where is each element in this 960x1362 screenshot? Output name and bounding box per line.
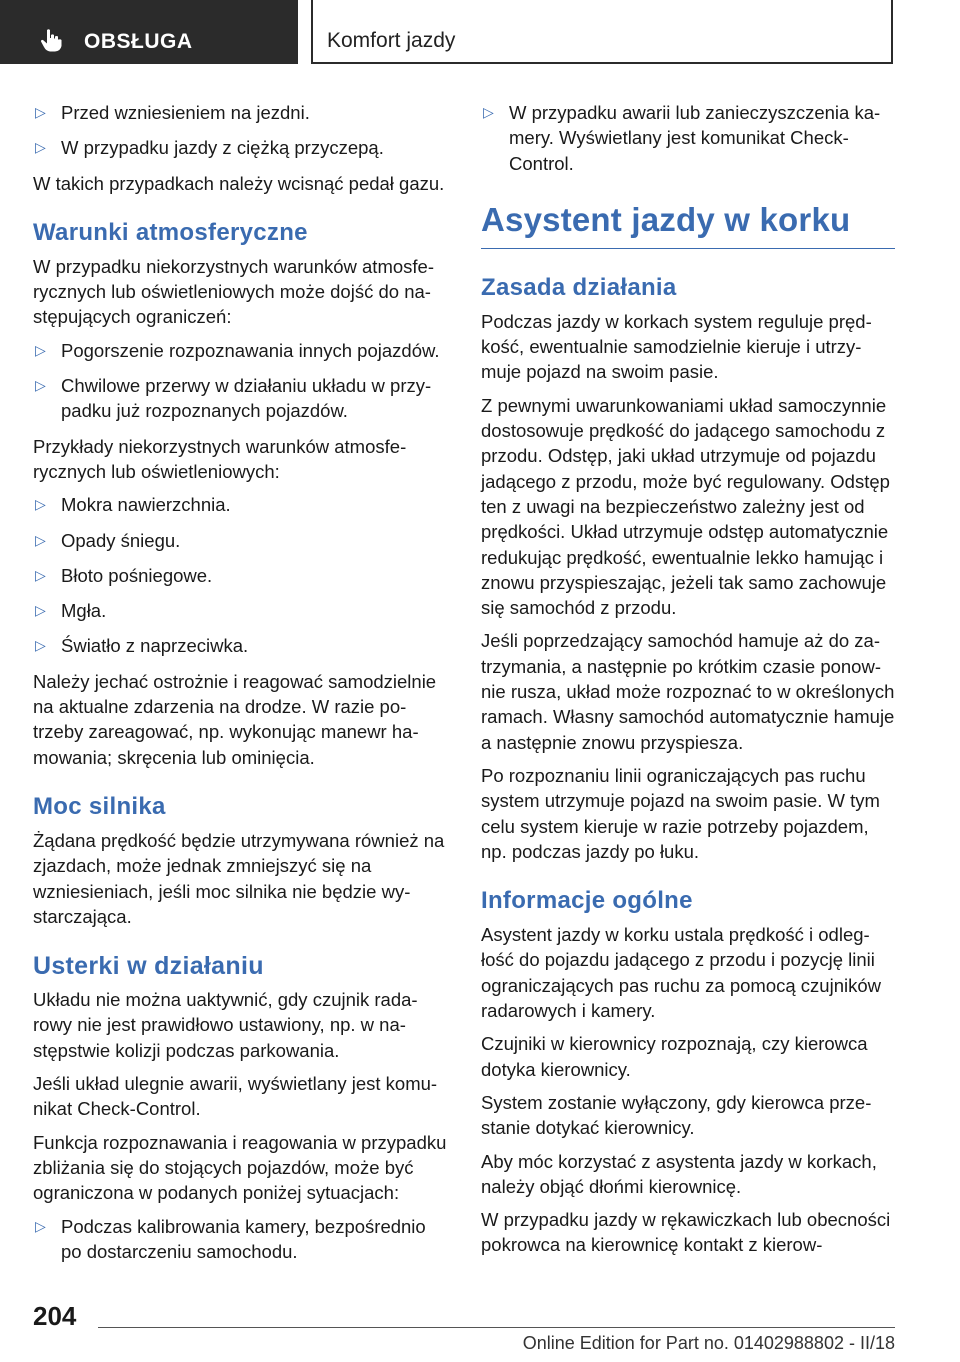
paragraph: Przykłady niekorzystnych warunków atmosferycznych lub oświetleniowych:: [33, 435, 407, 482]
chapter-header: [311, 0, 893, 64]
chapter-title: Komfort jazdy: [327, 29, 456, 52]
bullet-triangle-icon: ▷: [35, 1217, 46, 1234]
footer-divider: [98, 1327, 895, 1328]
hand-pointer-icon: [38, 27, 64, 53]
bullet-triangle-icon: ▷: [35, 139, 46, 156]
list-item: ▷ W przypadku awarii lub zanieczyszczenia kamery. Wyświetlany jest komunikat Check-Control.: [483, 102, 881, 174]
list-item: ▷ W przypadku jazdy z ciężką przyczepą.: [33, 135, 447, 160]
bullet-triangle-icon: ▷: [35, 566, 46, 583]
list-item: ▷ Światło z naprzeciwka.: [33, 633, 447, 658]
list-item: ▷ Podczas kalibrowania kamery, bezpośrednio po dostarczeniu samochodu.: [35, 1215, 426, 1262]
paragraph: Z pewnymi uwarunkowaniami układ samoczynnie dostosowuje prędkość do jadącego samochodu z przodu. Odstęp, jaki układ utrzymuje od pojazdu jadącego z przodu, może być regulowany. Odstęp ten z uwagi na bezpieczeństwo zależny jest od prędkości. Układ utrzymuje odstęp automatycznie redukując prędkość, ewentualnie lekko hamując i znowu przyspieszając, jeżeli tak samo zachowuje się samochód z przodu.: [481, 394, 890, 619]
chapter-heading: Asystent jazdy w korku: [481, 200, 895, 249]
bullet-triangle-icon: ▷: [483, 104, 494, 120]
edition-note: Online Edition for Part no. 01402988802 - II/18: [522, 1333, 895, 1353]
list-item: ▷ Błoto pośniegowe.: [33, 563, 447, 588]
paragraph: Asystent jazdy w korku ustala prędkość i odległość do pojazdu jadącego z przodu i pozycję linii ograniczających pas ruchu za pomocą czujników radarowych i kamery.: [481, 924, 882, 1022]
bullet-triangle-icon: ▷: [35, 496, 46, 513]
paragraph: System zostanie wyłączony, gdy kierowca przestanie dotykać kierownicy.: [481, 1091, 872, 1139]
paragraph: W przypadku jazdy w rękawiczkach lub obecności pokrowca na kierownicę kontakt z kierow-: [481, 1209, 891, 1256]
paragraph: Czujniki w kierownicy rozpoznają, czy kierowca dotyka kierownicy.: [481, 1033, 868, 1080]
paragraph: Po rozpoznaniu linii ograniczających pas ruchu system utrzymuje pojazd na swoim pasie. W tym celu system kieruje w razie potrzeby pojazdem, np. podczas jazdy po łuku.: [481, 764, 880, 862]
bullet-triangle-icon: ▷: [35, 104, 46, 120]
section-tab-label: OBSŁUGA: [84, 30, 193, 53]
paragraph: Jeśli poprzedzający samochód hamuje aż do zatrzymania, a następnie po krótkim czasie ponownie rusza, układ może rozpoznać to w określonych ramach. Własny samochód automatycznie hamuje a następnie znowu przyspiesza.: [481, 630, 895, 753]
page-number: 204: [33, 1301, 77, 1331]
section-heading-weather: Warunki atmosferyczne: [33, 218, 308, 246]
paragraph: Jeśli układ ulegnie awarii, wyświetlany jest komunikat Check-Control.: [33, 1073, 438, 1120]
bullet-triangle-icon: ▷: [35, 602, 46, 619]
list-item: ▷ Opady śniegu.: [33, 528, 447, 553]
list-item: ▷ Chwilowe przerwy w działaniu układu w przypadku już rozpoznanych pojazdów.: [35, 375, 432, 422]
paragraph: Aby móc korzystać z asystenta jazdy w korkach, należy objąć dłońmi kierownicę.: [481, 1150, 877, 1197]
bullet-triangle-icon: ▷: [35, 341, 46, 358]
bullet-triangle-icon: ▷: [35, 377, 46, 394]
paragraph: W przypadku niekorzystnych warunków atmosferycznych lub oświetleniowych może dojść do następujących ograniczeń:: [33, 255, 434, 328]
bullet-triangle-icon: ▷: [35, 637, 46, 654]
bullet-triangle-icon: ▷: [35, 531, 46, 548]
list-item: ▷ Mgła.: [33, 598, 447, 623]
list-item: ▷ Przed wzniesieniem na jezdni.: [33, 100, 447, 125]
paragraph: Podczas jazdy w korkach system reguluje prędkość, ewentualnie samodzielnie kieruje i utrzymuje pojazd na swoim pasie.: [481, 310, 872, 383]
right-column: [481, 100, 895, 1266]
list-item: ▷ Mokra nawierzchnia.: [33, 492, 447, 517]
section-heading-faults: Usterki w działaniu: [33, 952, 264, 981]
left-column: [33, 100, 447, 1274]
section-heading-engine: Moc silnika: [33, 792, 166, 820]
section-heading-general: Informacje ogólne: [481, 887, 693, 915]
paragraph: Układu nie można uaktywnić, gdy czujnik radarowy nie jest prawidłowo ustawiony, np. w następstwie kolizji podczas parkowania.: [33, 989, 418, 1061]
paragraph: W takich przypadkach należy wcisnąć pedał gazu.: [33, 172, 445, 194]
section-tab: [0, 0, 298, 64]
list-item: ▷ Pogorszenie rozpoznawania innych pojazdów.: [33, 338, 447, 363]
paragraph: Należy jechać ostrożnie i reagować samodzielnie na aktualne zdarzenia na drodze. W razie potrzeby zareagować, np. wykonując manewr hamowania; skręcenia lub ominięcia.: [33, 670, 437, 768]
paragraph: Żądana prędkość będzie utrzymywana również na zjazdach, może jednak zmniejszyć się na wzniesieniach, jeśli moc silnika nie będzie wystarczająca.: [33, 829, 445, 927]
paragraph: Funkcja rozpoznawania i reagowania w przypadku zbliżania się do stojących pojazdów, może być ograniczona w podanych poniżej sytuacjach:: [33, 1131, 447, 1204]
section-heading-principle: Zasada działania: [481, 273, 677, 301]
